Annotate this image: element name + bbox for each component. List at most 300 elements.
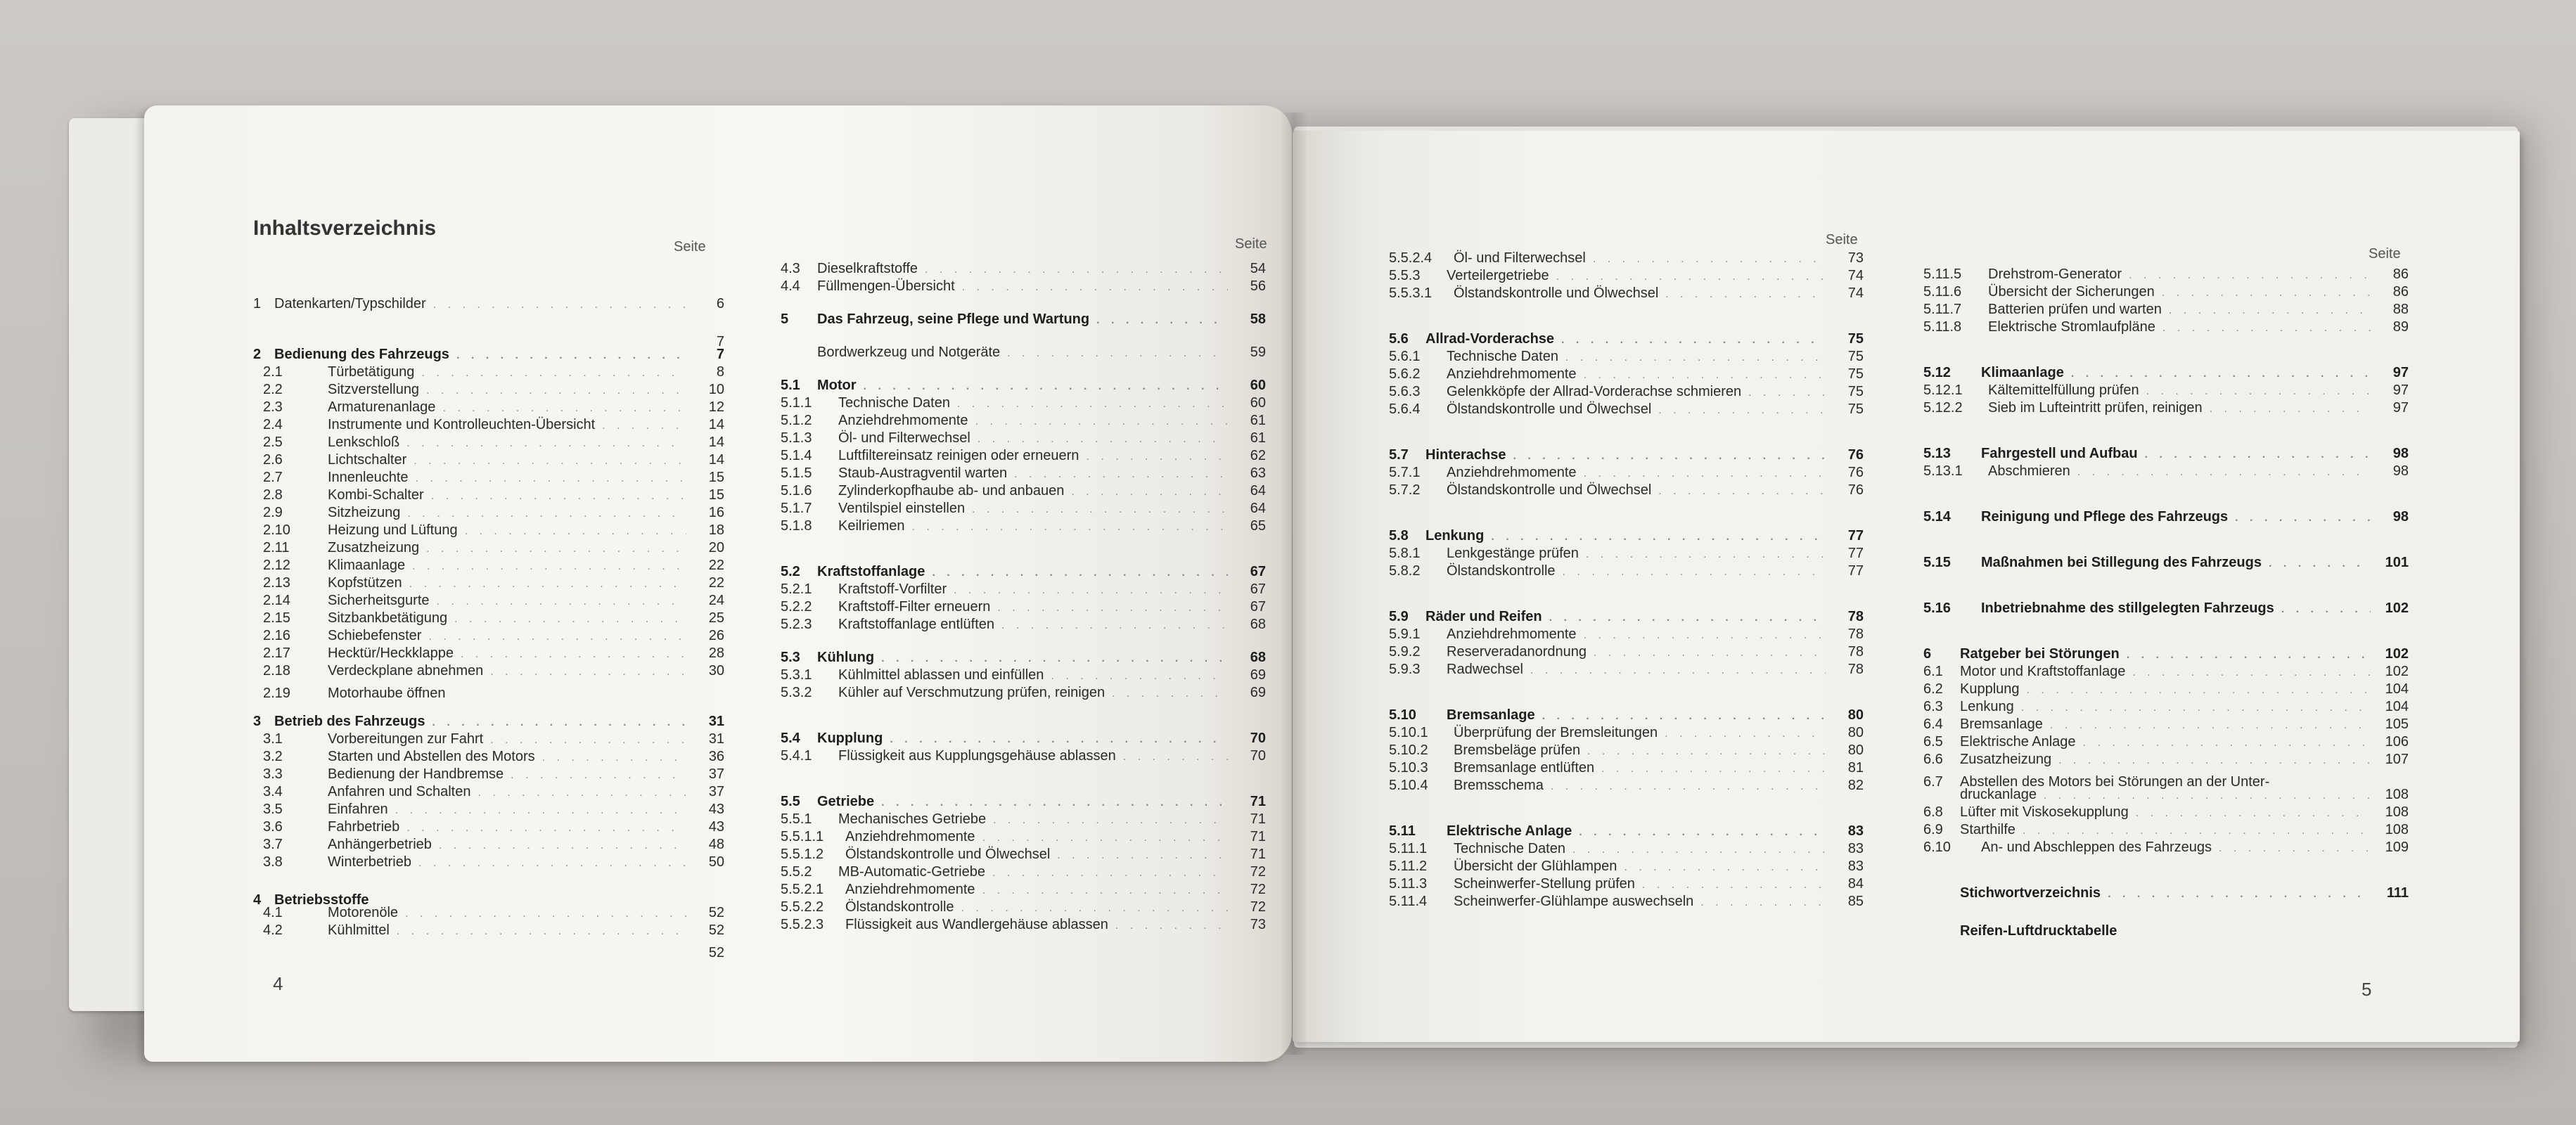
toc-entry bbox=[781, 846, 1266, 863]
toc-entry bbox=[1923, 769, 2409, 790]
toc-entry bbox=[1923, 885, 2409, 902]
toc-entry bbox=[781, 747, 1266, 765]
toc-leader-dots bbox=[2136, 804, 2371, 822]
toc-entry-page: 7 bbox=[716, 334, 724, 349]
toc-leader-dots bbox=[542, 749, 686, 766]
toc-entry-title: Allrad-Vorderachse bbox=[1425, 331, 1555, 347]
toc-entry-title: Kombi-Schalter bbox=[328, 487, 424, 503]
toc-entry bbox=[1389, 759, 1864, 777]
toc-entry-number: 5.5.1.2 bbox=[781, 847, 824, 862]
toc-entry bbox=[1923, 600, 2409, 617]
toc-entry bbox=[253, 592, 724, 610]
toc-entry-number: 4.4 bbox=[781, 278, 800, 294]
toc-entry bbox=[1923, 399, 2409, 417]
toc-entry-page: 61 bbox=[1250, 413, 1266, 428]
toc-entry-page: 97 bbox=[2392, 400, 2409, 416]
toc-entry-page: 52 bbox=[708, 905, 724, 920]
toc-entry-title: Armaturenanlage bbox=[328, 399, 436, 415]
toc-leader-dots bbox=[1556, 268, 1826, 285]
toc-entry-page: 64 bbox=[1250, 483, 1266, 499]
toc-entry-title: Flüssigkeit aus Wandlergehäuse ablassen bbox=[845, 917, 1108, 932]
toc-leader-dots bbox=[432, 714, 686, 731]
toc-entry-title: Motor bbox=[817, 378, 857, 393]
toc-entry-page: 98 bbox=[2392, 446, 2409, 461]
toc-entry bbox=[1923, 463, 2409, 480]
toc-entry-page: 78 bbox=[1847, 662, 1864, 677]
toc-entry-title: Sitzheizung bbox=[328, 505, 401, 520]
toc-entry bbox=[1923, 301, 2409, 319]
toc-leader-dots bbox=[281, 939, 686, 957]
toc-entry-page: 98 bbox=[2392, 509, 2409, 525]
toc-entry-page: 67 bbox=[1250, 599, 1266, 615]
toc-entry-number: 5.10.1 bbox=[1389, 725, 1428, 740]
toc-entry-number: 5.6.3 bbox=[1389, 384, 1421, 399]
toc-entry-title: Kraftstoffanlage bbox=[817, 564, 925, 579]
toc-entry-page: 61 bbox=[1250, 430, 1266, 446]
book-gutter bbox=[1280, 112, 1308, 1055]
toc-entry bbox=[253, 328, 724, 349]
toc-leader-dots bbox=[954, 581, 1228, 599]
toc-entry bbox=[253, 766, 724, 783]
toc-leader-dots bbox=[2124, 918, 2371, 935]
toc-entry-number: 5.5.3 bbox=[1389, 268, 1421, 283]
toc-entry-title: Übersicht der Glühlampen bbox=[1454, 859, 1617, 874]
toc-entry-title: Ölstandskontrolle und Ölwechsel bbox=[845, 847, 1051, 862]
toc-entry-title: Maßnahmen bei Stillegung des Fahrzeugs bbox=[1981, 555, 2262, 570]
toc-entry-title: Kühlung bbox=[817, 650, 875, 665]
toc-leader-dots bbox=[1115, 917, 1228, 934]
toc-entry bbox=[1923, 786, 2409, 804]
toc-entry bbox=[253, 713, 724, 731]
toc-entry-page: 80 bbox=[1847, 707, 1864, 723]
toc-entry-number: 5.11.8 bbox=[1923, 319, 1962, 335]
toc-entry-title: Batterien prüfen und warten bbox=[1988, 302, 2162, 317]
toc-entry-number: 6.7 bbox=[1923, 774, 1943, 790]
toc-leader-dots bbox=[1748, 384, 1826, 401]
toc-entry-number: 5.12 bbox=[1923, 365, 1951, 380]
toc-entry-title: Ölstandskontrolle bbox=[1447, 563, 1556, 579]
toc-leader-dots bbox=[1658, 482, 1826, 500]
toc-entry-number: 5.11.7 bbox=[1923, 302, 1962, 317]
toc-leader-dots bbox=[2108, 885, 2371, 903]
toc-leader-dots bbox=[602, 417, 686, 435]
toc-entry-title: Anziehdrehmomente bbox=[1447, 626, 1577, 642]
toc-entry-title: Öl- und Filterwechsel bbox=[1454, 250, 1586, 266]
toc-leader-dots bbox=[1665, 285, 1826, 303]
toc-entry-title: Bremsschema bbox=[1454, 778, 1544, 793]
toc-entry-page: 102 bbox=[2385, 600, 2409, 616]
toc-entry-number: 5.6 bbox=[1389, 331, 1409, 347]
toc-entry-page: 81 bbox=[1847, 760, 1864, 776]
toc-entry-number: 3.1 bbox=[263, 731, 283, 747]
toc-entry-page: 111 bbox=[2386, 885, 2409, 901]
toc-leader-dots bbox=[461, 645, 686, 663]
toc-entry-page: 67 bbox=[1250, 564, 1266, 579]
toc-entry-number: 5.11.1 bbox=[1389, 841, 1428, 856]
toc-entry-page: 77 bbox=[1847, 563, 1864, 579]
toc-entry bbox=[1389, 482, 1864, 499]
toc-leader-dots bbox=[426, 382, 686, 399]
toc-entry bbox=[253, 522, 724, 539]
toc-entry bbox=[781, 344, 1266, 361]
toc-entry-number: 4.3 bbox=[781, 261, 800, 276]
toc-leader-dots bbox=[421, 364, 686, 382]
toc-entry bbox=[253, 469, 724, 487]
page-number-right: 5 bbox=[2362, 979, 2372, 1000]
toc-entry-page: 69 bbox=[1250, 685, 1266, 700]
toc-entry bbox=[781, 563, 1266, 581]
toc-entry bbox=[781, 793, 1266, 811]
toc-entry bbox=[781, 394, 1266, 412]
toc-leader-dots bbox=[2210, 400, 2371, 418]
toc-entry-page: 75 bbox=[1847, 349, 1864, 364]
toc-leader-dots bbox=[978, 430, 1228, 448]
toc-entry-page: 68 bbox=[1250, 617, 1266, 632]
toc-entry bbox=[781, 616, 1266, 634]
seite-label-col2: Seite bbox=[1235, 236, 1267, 252]
toc-entry-page: 62 bbox=[1250, 448, 1266, 463]
toc-leader-dots bbox=[957, 395, 1228, 413]
toc-entry-number: 4.2 bbox=[263, 922, 283, 938]
toc-entry-title: Ratgeber bei Störungen bbox=[1960, 646, 2120, 662]
toc-entry-title: Bremsanlage bbox=[1447, 707, 1535, 723]
toc-entry-number: 3.5 bbox=[263, 802, 283, 817]
toc-leader-dots bbox=[439, 837, 686, 854]
toc-entry-page: 75 bbox=[1847, 331, 1864, 347]
toc-leader-dots bbox=[454, 610, 686, 628]
toc-leader-dots bbox=[1112, 685, 1228, 702]
toc-leader-dots bbox=[962, 278, 1228, 296]
toc-entry-number: 5.10.2 bbox=[1389, 742, 1428, 758]
toc-entry-number: 5.10.4 bbox=[1389, 778, 1428, 793]
toc-entry-title: Starten und Abstellen des Motors bbox=[328, 749, 535, 764]
toc-entry-page: 71 bbox=[1250, 811, 1266, 827]
toc-entry-page: 72 bbox=[1250, 882, 1266, 897]
toc-entry-page: 70 bbox=[1250, 748, 1266, 764]
toc-entry-number: 5.5.2.2 bbox=[781, 899, 824, 915]
toc-entry-title: Das Fahrzeug, seine Pflege und Wartung bbox=[817, 311, 1090, 327]
toc-entry-page: 82 bbox=[1847, 778, 1864, 793]
toc-entry bbox=[253, 731, 724, 748]
toc-entry-number: 6.8 bbox=[1923, 804, 1943, 820]
toc-entry-title: Bremsanlage entlüften bbox=[1454, 760, 1595, 776]
toc-entry-number: 3.8 bbox=[263, 854, 283, 870]
toc-entry-page: 73 bbox=[1250, 917, 1266, 932]
toc-entry-title: Anziehdrehmomente bbox=[845, 829, 975, 844]
toc-entry bbox=[1923, 445, 2409, 463]
toc-entry-title: Reserveradanordnung bbox=[1447, 644, 1587, 660]
toc-entry bbox=[253, 416, 724, 434]
toc-entry bbox=[1389, 643, 1864, 661]
toc-leader-dots bbox=[478, 784, 687, 802]
toc-entry bbox=[1389, 348, 1864, 366]
toc-entry bbox=[1923, 733, 2409, 751]
toc-leader-dots bbox=[1584, 366, 1826, 384]
toc-entry bbox=[1923, 364, 2409, 382]
toc-leader-dots bbox=[2281, 600, 2371, 618]
toc-entry-title: Lüfter mit Viskosekupplung bbox=[1960, 804, 2129, 820]
toc-entry-number: 5.3.2 bbox=[781, 685, 812, 700]
toc-entry-number: 1 bbox=[253, 296, 262, 311]
toc-leader-dots bbox=[2269, 555, 2371, 572]
toc-entry bbox=[1923, 554, 2409, 572]
toc-entry-page: 43 bbox=[708, 802, 724, 817]
toc-leader-dots bbox=[1586, 546, 1826, 563]
toc-entry-page: 31 bbox=[708, 731, 724, 747]
toc-entry bbox=[1389, 724, 1864, 742]
toc-entry-page: 102 bbox=[2385, 664, 2409, 679]
toc-entry-number: 2.8 bbox=[263, 487, 283, 503]
toc-entry bbox=[1389, 545, 1864, 562]
toc-entry-page: 56 bbox=[1250, 278, 1266, 294]
toc-leader-dots bbox=[2083, 734, 2371, 752]
toc-entry-number: 2.6 bbox=[263, 452, 283, 468]
toc-entry-title: Lenkung bbox=[1960, 699, 2014, 714]
toc-entry-title: Motorhaube öffnen bbox=[328, 686, 446, 701]
toc-entry bbox=[253, 399, 724, 416]
toc-entry-number: 2.9 bbox=[263, 505, 283, 520]
toc-entry-number: 2 bbox=[253, 347, 262, 362]
toc-entry-page: 84 bbox=[1847, 876, 1864, 892]
toc-entry-title: Kraftstoffanlage entlüften bbox=[838, 617, 995, 632]
toc-entry-number: 5.11.5 bbox=[1923, 266, 1962, 282]
toc-entry-page: 15 bbox=[708, 487, 724, 503]
toc-entry-title: Betriebsstoffe bbox=[274, 892, 369, 908]
toc-entry-page: 20 bbox=[708, 540, 724, 555]
toc-leader-dots bbox=[2162, 284, 2371, 302]
toc-entry-title: Zusatzheizung bbox=[328, 540, 420, 555]
toc-entry-title: Kühlmittel ablassen und einfüllen bbox=[838, 667, 1044, 683]
toc-leader-dots bbox=[1593, 250, 1826, 268]
toc-entry-title: Technische Daten bbox=[838, 395, 950, 411]
toc-entry-page: 50 bbox=[708, 854, 724, 870]
toc-leader-dots bbox=[490, 731, 686, 749]
toc-entry-title: druckanlage bbox=[1960, 787, 2037, 802]
toc-leader-dots bbox=[412, 558, 686, 575]
toc-entry-title: Öl- und Filterwechsel bbox=[838, 430, 970, 446]
toc-leader-dots bbox=[1513, 447, 1826, 465]
toc-entry-number: 4 bbox=[253, 892, 262, 908]
toc-entry-title: Radwechsel bbox=[1447, 662, 1523, 677]
toc-entry-title: Zusatzheizung bbox=[1960, 752, 2052, 767]
toc-entry bbox=[253, 662, 724, 680]
toc-entry-page: 78 bbox=[1847, 626, 1864, 642]
toc-entry-number: 6.3 bbox=[1923, 699, 1943, 714]
toc-entry-title: Schiebefenster bbox=[328, 628, 422, 643]
toc-entry-page: 72 bbox=[1250, 864, 1266, 880]
toc-entry-page: 101 bbox=[2385, 555, 2409, 570]
toc-entry-title: Verteilergetriebe bbox=[1447, 268, 1549, 283]
toc-entry-page: 59 bbox=[1250, 345, 1266, 360]
seite-label-col3: Seite bbox=[1826, 232, 1858, 248]
toc-entry-number: 2.17 bbox=[263, 645, 290, 661]
toc-entry-number: 5.9.2 bbox=[1389, 644, 1421, 660]
toc-entry-number: 5.9.3 bbox=[1389, 662, 1421, 677]
toc-entry-number: 5.11 bbox=[1389, 823, 1416, 839]
toc-entry bbox=[1923, 716, 2409, 733]
toc-entry bbox=[253, 610, 724, 627]
toc-leader-dots bbox=[490, 663, 686, 681]
toc-entry bbox=[781, 260, 1266, 278]
toc-entry-title: Mechanisches Getriebe bbox=[838, 811, 987, 827]
toc-leader-dots bbox=[890, 731, 1228, 748]
toc-leader-dots bbox=[2219, 840, 2371, 857]
toc-entry-number: 2.12 bbox=[263, 558, 290, 573]
toc-entry-title: Anziehdrehmomente bbox=[1447, 366, 1577, 382]
toc-entry-page: 6 bbox=[716, 296, 724, 311]
toc-entry-page: 85 bbox=[1847, 894, 1864, 909]
toc-entry-title: Technische Daten bbox=[1447, 349, 1558, 364]
toc-entry bbox=[253, 381, 724, 399]
toc-entry-number: 5.8.1 bbox=[1389, 546, 1421, 561]
toc-entry-page: 77 bbox=[1847, 528, 1864, 544]
toc-entry-page: 43 bbox=[708, 819, 724, 835]
toc-entry-page: 97 bbox=[2392, 382, 2409, 398]
toc-entry-title: Starthilfe bbox=[1960, 822, 2016, 837]
toc-entry bbox=[781, 828, 1266, 846]
toc-entry-page: 52 bbox=[708, 945, 724, 960]
toc-leader-dots bbox=[932, 564, 1228, 581]
toc-entry-number: 3 bbox=[253, 714, 262, 729]
toc-entry-number: 5.11.4 bbox=[1389, 894, 1428, 909]
toc-entry bbox=[1389, 527, 1864, 545]
toc-leader-dots bbox=[1624, 859, 1826, 876]
toc-entry bbox=[781, 518, 1266, 535]
toc-entry-title: Technische Daten bbox=[1454, 841, 1565, 856]
toc-entry-title: Sieb im Lufteintritt prüfen, reinigen bbox=[1988, 400, 2203, 416]
toc-entry-number: 6.5 bbox=[1923, 734, 1943, 750]
toc-leader-dots bbox=[2027, 681, 2371, 699]
toc-leader-dots bbox=[2044, 787, 2371, 804]
toc-entry-number: 5.4.1 bbox=[781, 748, 812, 764]
toc-entry bbox=[1389, 893, 1864, 911]
toc-entry bbox=[1923, 918, 2409, 939]
toc-entry bbox=[1389, 250, 1864, 267]
toc-entry-page: 67 bbox=[1250, 581, 1266, 597]
toc-entry-number: 5.1.7 bbox=[781, 501, 812, 516]
toc-leader-dots bbox=[511, 766, 686, 784]
toc-entry bbox=[1389, 608, 1864, 626]
toc-entry-title: Sitzverstellung bbox=[328, 382, 420, 397]
toc-entry-title: Anziehdrehmomente bbox=[845, 882, 975, 897]
toc-leader-dots bbox=[1542, 707, 1826, 725]
toc-entry-page: 22 bbox=[708, 558, 724, 573]
toc-leader-dots bbox=[2050, 716, 2371, 734]
toc-entry-title: Luftfiltereinsatz reinigen oder erneuern bbox=[838, 448, 1079, 463]
toc-leader-dots bbox=[2058, 752, 2371, 769]
toc-entry-title: Kühler auf Verschmutzung prüfen, reinigen bbox=[838, 685, 1106, 700]
toc-entry-number: 3.2 bbox=[263, 749, 283, 764]
toc-entry-page: 108 bbox=[2385, 822, 2409, 837]
toc-entry-number: 3.6 bbox=[263, 819, 283, 835]
toc-entry bbox=[253, 645, 724, 662]
toc-entry-number: 5.16 bbox=[1923, 600, 1951, 616]
toc-entry-page: 80 bbox=[1847, 742, 1864, 758]
toc-leader-dots bbox=[1561, 331, 1826, 349]
toc-entry-page: 86 bbox=[2392, 266, 2409, 282]
toc-entry bbox=[1389, 875, 1864, 893]
toc-entry-title: Hecktür/Heckklappe bbox=[328, 645, 454, 661]
toc-entry-number: 5.12.1 bbox=[1923, 382, 1963, 398]
toc-entry bbox=[1389, 285, 1864, 302]
toc-entry-number: 5.2 bbox=[781, 564, 800, 579]
toc-leader-dots bbox=[1086, 448, 1228, 465]
toc-entry-number: 2.13 bbox=[263, 575, 290, 591]
toc-entry bbox=[1923, 508, 2409, 526]
toc-entry bbox=[253, 434, 724, 451]
toc-entry-page: 54 bbox=[1250, 261, 1266, 276]
toc-entry-number: 5.8.2 bbox=[1389, 563, 1421, 579]
toc-entry-title: Klimaanlage bbox=[1981, 365, 2064, 380]
toc-leader-dots bbox=[2132, 664, 2371, 681]
toc-leader-dots bbox=[2145, 446, 2371, 463]
toc-leader-dots bbox=[2127, 646, 2371, 664]
toc-entry-title: Hinterachse bbox=[1425, 447, 1506, 463]
toc-entry-page: 88 bbox=[2392, 302, 2409, 317]
toc-entry-number: 2.14 bbox=[263, 593, 290, 608]
toc-entry-number: 2.10 bbox=[263, 522, 290, 538]
toc-entry-number: 5.4 bbox=[781, 731, 800, 746]
toc-leader-dots bbox=[982, 829, 1228, 847]
toc-entry-title: Inbetriebnahme des stillgelegten Fahrzeugs bbox=[1981, 600, 2274, 616]
toc-leader-dots bbox=[1123, 748, 1228, 766]
toc-entry-page: 14 bbox=[708, 452, 724, 468]
toc-entry-title: Fahrgestell und Aufbau bbox=[1981, 446, 2138, 461]
toc-entry bbox=[781, 881, 1266, 899]
toc-entry-page: 58 bbox=[1250, 311, 1266, 327]
toc-entry-page: 69 bbox=[1250, 667, 1266, 683]
toc-leader-dots bbox=[881, 650, 1228, 667]
toc-entry-title: Innenleuchte bbox=[328, 470, 409, 485]
toc-leader-dots bbox=[376, 887, 686, 904]
toc-leader-dots bbox=[1579, 823, 1826, 841]
toc-entry-number: 5.13 bbox=[1923, 446, 1951, 461]
toc-entry bbox=[1923, 839, 2409, 856]
toc-leader-dots bbox=[428, 628, 686, 645]
toc-entry-title: Kupplung bbox=[817, 731, 883, 746]
toc-leader-dots bbox=[442, 399, 686, 417]
toc-entry-title: Fahrbetrieb bbox=[328, 819, 400, 835]
toc-entry-title: Bremsanlage bbox=[1960, 716, 2043, 732]
toc-leader-dots bbox=[281, 328, 686, 346]
toc-entry bbox=[253, 504, 724, 522]
toc-entry-number: 5.1.2 bbox=[781, 413, 812, 428]
toc-entry bbox=[781, 278, 1266, 295]
toc-entry bbox=[253, 346, 724, 364]
toc-leader-dots bbox=[1007, 345, 1228, 362]
toc-entry-page: 98 bbox=[2392, 463, 2409, 479]
toc-entry-number: 5.6.4 bbox=[1389, 401, 1421, 417]
toc-entry-page: 25 bbox=[708, 610, 724, 626]
toc-entry bbox=[1923, 645, 2409, 663]
toc-entry-title: Kupplung bbox=[1960, 681, 2020, 697]
toc-leader-dots bbox=[1051, 667, 1228, 685]
toc-column-3 bbox=[1389, 250, 1864, 911]
toc-leader-dots bbox=[993, 811, 1228, 829]
toc-entry-title: Datenkarten/Typschilder bbox=[274, 296, 426, 311]
toc-leader-dots bbox=[1584, 626, 1826, 644]
toc-leader-dots bbox=[1001, 617, 1228, 634]
toc-leader-dots bbox=[864, 378, 1228, 395]
toc-entry-page: 76 bbox=[1847, 447, 1864, 463]
toc-entry-number: 2.3 bbox=[263, 399, 283, 415]
toc-entry-number: 5.5.1 bbox=[781, 811, 812, 827]
toc-entry-title: Übersicht der Sicherungen bbox=[1988, 284, 2155, 300]
toc-leader-dots bbox=[465, 522, 686, 540]
toc-entry-title: Bedienung der Handbremse bbox=[328, 766, 504, 782]
toc-entry-number: 3.4 bbox=[263, 784, 283, 799]
toc-entry-title: Verdeckplane abnehmen bbox=[328, 663, 484, 679]
